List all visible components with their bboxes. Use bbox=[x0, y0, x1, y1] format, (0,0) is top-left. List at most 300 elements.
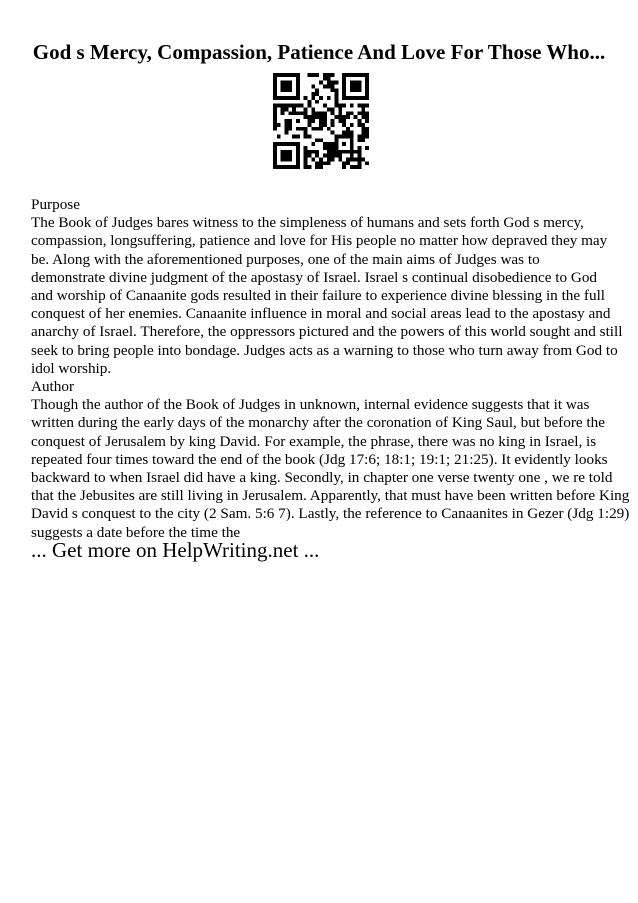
qr-module bbox=[315, 150, 319, 154]
qr-module bbox=[296, 154, 300, 158]
qr-module bbox=[361, 123, 365, 127]
qr-module bbox=[350, 96, 354, 100]
qr-module bbox=[323, 142, 327, 146]
qr-module bbox=[365, 111, 369, 115]
qr-module bbox=[315, 127, 319, 131]
qr-module bbox=[350, 165, 354, 169]
qr-module bbox=[342, 131, 346, 135]
qr-module bbox=[311, 111, 315, 115]
qr-module bbox=[315, 100, 319, 104]
qr-module bbox=[285, 81, 289, 85]
qr-module bbox=[323, 123, 327, 127]
qr-module bbox=[311, 108, 315, 112]
qr-module bbox=[327, 154, 331, 158]
qr-module bbox=[354, 96, 358, 100]
qr-module bbox=[365, 88, 369, 92]
qr-module bbox=[346, 73, 350, 77]
qr-module bbox=[342, 85, 346, 89]
qr-module bbox=[281, 88, 285, 92]
body-line: be. Along with the aforementioned purposes, one of the main aims of Judges was to bbox=[31, 250, 540, 268]
qr-module bbox=[361, 111, 365, 115]
qr-module bbox=[315, 115, 319, 119]
qr-module bbox=[338, 104, 342, 108]
qr-module bbox=[311, 119, 315, 123]
qr-module bbox=[327, 146, 331, 150]
qr-module bbox=[323, 119, 327, 123]
qr-module bbox=[357, 85, 361, 89]
get-more-link[interactable]: ... Get more on HelpWriting.net ... bbox=[31, 538, 320, 562]
qr-module bbox=[273, 92, 277, 96]
qr-module bbox=[350, 154, 354, 158]
body-line: written during the early days of the monarchy after the coronation of King Saul, but before the bbox=[31, 414, 605, 432]
qr-module bbox=[288, 150, 292, 154]
qr-module bbox=[354, 81, 358, 85]
qr-module bbox=[365, 96, 369, 100]
qr-module bbox=[315, 165, 319, 169]
qr-module bbox=[273, 142, 277, 146]
qr-code-icon bbox=[273, 73, 369, 169]
qr-module bbox=[273, 150, 277, 154]
qr-module bbox=[334, 150, 338, 154]
qr-module bbox=[285, 157, 289, 161]
qr-module bbox=[361, 73, 365, 77]
qr-module bbox=[354, 157, 358, 161]
qr-module bbox=[334, 100, 338, 104]
qr-module bbox=[315, 154, 319, 158]
qr-module bbox=[338, 154, 342, 158]
qr-module bbox=[365, 81, 369, 85]
qr-module bbox=[319, 127, 323, 131]
qr-module bbox=[296, 165, 300, 169]
qr-module bbox=[357, 154, 361, 158]
qr-module bbox=[281, 96, 285, 100]
qr-module bbox=[354, 73, 358, 77]
qr-module bbox=[357, 165, 361, 169]
qr-module bbox=[281, 104, 285, 108]
qr-module bbox=[342, 77, 346, 81]
qr-module bbox=[346, 157, 350, 161]
qr-module bbox=[334, 146, 338, 150]
section-heading-purpose: Purpose bbox=[31, 196, 80, 213]
qr-module bbox=[331, 142, 335, 146]
qr-module bbox=[308, 73, 312, 77]
qr-module bbox=[300, 111, 304, 115]
qr-module bbox=[281, 111, 285, 115]
qr-module bbox=[342, 134, 346, 138]
qr-module bbox=[304, 127, 308, 131]
qr-module bbox=[311, 157, 315, 161]
qr-module bbox=[292, 134, 296, 138]
qr-module bbox=[327, 77, 331, 81]
qr-module bbox=[334, 88, 338, 92]
qr-module bbox=[308, 100, 312, 104]
qr-module bbox=[273, 81, 277, 85]
qr-module bbox=[365, 85, 369, 89]
qr-module bbox=[315, 161, 319, 165]
qr-module bbox=[296, 96, 300, 100]
body-line: Though the author of the Book of Judges in unknown, internal evidence suggests that it was bbox=[31, 396, 590, 414]
qr-module bbox=[296, 85, 300, 89]
qr-module bbox=[327, 161, 331, 165]
qr-module bbox=[319, 165, 323, 169]
qr-module bbox=[277, 96, 281, 100]
qr-module bbox=[273, 154, 277, 158]
qr-module bbox=[323, 85, 327, 89]
qr-module bbox=[281, 108, 285, 112]
qr-module bbox=[304, 150, 308, 154]
qr-module bbox=[334, 134, 338, 138]
qr-module bbox=[296, 111, 300, 115]
qr-module bbox=[357, 134, 361, 138]
qr-module bbox=[323, 161, 327, 165]
qr-module bbox=[361, 96, 365, 100]
qr-module bbox=[277, 142, 281, 146]
body-line: David s conquest to the city (2 Sam. 5:6 7). Lastly, the reference to Canaanites in Gezer (Jdg 1:29) bbox=[31, 505, 630, 523]
qr-module bbox=[311, 142, 315, 146]
qr-module bbox=[273, 165, 277, 169]
qr-module bbox=[296, 134, 300, 138]
qr-module bbox=[342, 81, 346, 85]
qr-module bbox=[308, 165, 312, 169]
qr-module bbox=[338, 134, 342, 138]
qr-module bbox=[288, 123, 292, 127]
qr-module bbox=[285, 123, 289, 127]
qr-module bbox=[315, 138, 319, 142]
body-line: seek to bring people into bondage. Judges acts as a warning to those who turn away from God to bbox=[31, 341, 618, 359]
qr-module bbox=[281, 150, 285, 154]
qr-module bbox=[285, 73, 289, 77]
qr-module bbox=[346, 134, 350, 138]
qr-module bbox=[319, 157, 323, 161]
qr-module bbox=[285, 127, 289, 131]
qr-module bbox=[311, 115, 315, 119]
qr-module bbox=[308, 134, 312, 138]
qr-module bbox=[334, 115, 338, 119]
qr-module bbox=[350, 81, 354, 85]
qr-module bbox=[296, 81, 300, 85]
qr-module bbox=[311, 73, 315, 77]
qr-module bbox=[342, 92, 346, 96]
body-line: idol worship. bbox=[31, 359, 112, 377]
qr-module bbox=[350, 138, 354, 142]
qr-module bbox=[342, 142, 346, 146]
qr-module bbox=[285, 96, 289, 100]
qr-module bbox=[350, 146, 354, 150]
qr-module bbox=[346, 161, 350, 165]
qr-module bbox=[323, 115, 327, 119]
qr-module bbox=[319, 119, 323, 123]
qr-module bbox=[277, 165, 281, 169]
qr-module bbox=[273, 111, 277, 115]
qr-module bbox=[365, 131, 369, 135]
qr-module bbox=[296, 146, 300, 150]
qr-module bbox=[273, 88, 277, 92]
qr-module bbox=[338, 119, 342, 123]
body-line: that the Jebusites are still living in Jerusalem. Apparently, that must have been written before King bbox=[31, 487, 630, 505]
qr-module bbox=[354, 88, 358, 92]
qr-module bbox=[311, 85, 315, 89]
qr-module bbox=[346, 127, 350, 131]
qr-module bbox=[357, 123, 361, 127]
qr-module bbox=[342, 150, 346, 154]
qr-module bbox=[296, 104, 300, 108]
qr-module bbox=[354, 165, 358, 169]
qr-module bbox=[357, 96, 361, 100]
qr-module bbox=[308, 123, 312, 127]
qr-module bbox=[357, 73, 361, 77]
qr-module bbox=[338, 111, 342, 115]
qr-module bbox=[273, 108, 277, 112]
body-line: The Book of Judges bares witness to the simpleness of humans and sets forth God s mercy, bbox=[31, 214, 584, 232]
qr-module bbox=[323, 104, 327, 108]
qr-module bbox=[285, 88, 289, 92]
qr-module bbox=[292, 108, 296, 112]
qr-module bbox=[323, 146, 327, 150]
qr-module bbox=[304, 157, 308, 161]
qr-module bbox=[357, 104, 361, 108]
qr-module bbox=[334, 92, 338, 96]
qr-module bbox=[342, 88, 346, 92]
qr-module bbox=[357, 138, 361, 142]
qr-module bbox=[338, 150, 342, 154]
qr-module bbox=[331, 85, 335, 89]
qr-module bbox=[285, 131, 289, 135]
qr-module bbox=[342, 161, 346, 165]
qr-module bbox=[281, 81, 285, 85]
qr-module bbox=[327, 96, 331, 100]
qr-module bbox=[323, 73, 327, 77]
qr-module bbox=[327, 157, 331, 161]
qr-module bbox=[365, 104, 369, 108]
qr-module bbox=[361, 108, 365, 112]
qr-module bbox=[315, 73, 319, 77]
qr-module bbox=[331, 81, 335, 85]
body-line: suggests a date before the time the bbox=[31, 523, 241, 541]
qr-module bbox=[342, 123, 346, 127]
qr-module bbox=[304, 134, 308, 138]
qr-module bbox=[365, 92, 369, 96]
qr-module bbox=[311, 92, 315, 96]
qr-module bbox=[350, 150, 354, 154]
qr-module bbox=[350, 73, 354, 77]
qr-module bbox=[296, 157, 300, 161]
qr-module bbox=[346, 96, 350, 100]
qr-module bbox=[281, 154, 285, 158]
qr-module bbox=[338, 157, 342, 161]
qr-module bbox=[288, 157, 292, 161]
qr-module bbox=[357, 146, 361, 150]
qr-module bbox=[319, 111, 323, 115]
qr-module bbox=[346, 150, 350, 154]
qr-module bbox=[342, 96, 346, 100]
qr-module bbox=[273, 146, 277, 150]
qr-module bbox=[296, 127, 300, 131]
qr-module bbox=[292, 96, 296, 100]
qr-module bbox=[308, 150, 312, 154]
qr-module bbox=[304, 146, 308, 150]
body-line: demonstrate divine judgment of the apostasy of Israel. Israel s continual disobedience to God bbox=[31, 268, 598, 286]
qr-module bbox=[296, 73, 300, 77]
qr-module bbox=[327, 108, 331, 112]
qr-module bbox=[273, 85, 277, 89]
qr-module bbox=[285, 142, 289, 146]
qr-module bbox=[273, 73, 277, 77]
qr-module bbox=[288, 96, 292, 100]
qr-module bbox=[357, 119, 361, 123]
qr-module bbox=[304, 131, 308, 135]
qr-module bbox=[346, 131, 350, 135]
qr-module bbox=[311, 127, 315, 131]
qr-module bbox=[304, 161, 308, 165]
qr-module bbox=[288, 111, 292, 115]
qr-module bbox=[357, 157, 361, 161]
qr-module bbox=[308, 119, 312, 123]
qr-module bbox=[346, 111, 350, 115]
qr-module bbox=[285, 150, 289, 154]
qr-module bbox=[361, 138, 365, 142]
qr-module bbox=[361, 115, 365, 119]
qr-module bbox=[342, 165, 346, 169]
qr-module bbox=[304, 115, 308, 119]
body-line: anarchy of Israel. Therefore, the oppressors pictured and the powers of this world sought and still bbox=[31, 323, 623, 341]
qr-module bbox=[342, 73, 346, 77]
qr-module bbox=[319, 115, 323, 119]
document-title: God s Mercy, Compassion, Patience And Love For Those Who... bbox=[32, 40, 606, 64]
qr-module bbox=[296, 150, 300, 154]
qr-module bbox=[323, 111, 327, 115]
document-body bbox=[31, 196, 630, 542]
qr-module bbox=[365, 77, 369, 81]
qr-module bbox=[292, 73, 296, 77]
qr-module bbox=[311, 150, 315, 154]
qr-module bbox=[300, 127, 304, 131]
qr-module bbox=[296, 77, 300, 81]
qr-module bbox=[288, 119, 292, 123]
qr-module bbox=[331, 108, 335, 112]
qr-module bbox=[365, 127, 369, 131]
qr-module bbox=[327, 85, 331, 89]
qr-module bbox=[281, 165, 285, 169]
qr-module bbox=[334, 81, 338, 85]
qr-module bbox=[288, 85, 292, 89]
qr-module bbox=[331, 123, 335, 127]
qr-module bbox=[315, 88, 319, 92]
qr-module bbox=[365, 73, 369, 77]
qr-module bbox=[308, 115, 312, 119]
section-heading-author: Author bbox=[31, 378, 75, 396]
qr-module bbox=[285, 154, 289, 158]
qr-module bbox=[346, 115, 350, 119]
qr-module bbox=[308, 154, 312, 158]
qr-module bbox=[361, 157, 365, 161]
qr-module bbox=[342, 104, 346, 108]
qr-module bbox=[361, 127, 365, 131]
qr-module bbox=[308, 104, 312, 108]
qr-module bbox=[273, 96, 277, 100]
qr-module bbox=[365, 115, 369, 119]
qr-module bbox=[342, 119, 346, 123]
qr-module bbox=[304, 96, 308, 100]
qr-module bbox=[342, 115, 346, 119]
qr-module bbox=[361, 131, 365, 135]
qr-module bbox=[281, 73, 285, 77]
qr-module bbox=[323, 77, 327, 81]
qr-module bbox=[277, 134, 281, 138]
qr-module bbox=[296, 119, 300, 123]
body-line: repeated four times toward the end of the book (Jdg 17:6; 18:1; 19:1; 21:25). It evidently looks bbox=[31, 450, 608, 468]
qr-module bbox=[288, 73, 292, 77]
qr-module bbox=[331, 73, 335, 77]
qr-module bbox=[273, 123, 277, 127]
qr-module bbox=[273, 104, 277, 108]
qr-module bbox=[285, 119, 289, 123]
body-line: conquest of her enemies. Canaanite influence in moral and social areas lead to the apostasy and bbox=[31, 305, 611, 323]
qr-module bbox=[338, 108, 342, 112]
qr-module bbox=[285, 165, 289, 169]
qr-module bbox=[304, 108, 308, 112]
qr-module bbox=[357, 111, 361, 115]
qr-module bbox=[357, 150, 361, 154]
qr-module bbox=[319, 81, 323, 85]
qr-module bbox=[350, 104, 354, 108]
qr-module bbox=[331, 157, 335, 161]
qr-module bbox=[319, 161, 323, 165]
qr-module bbox=[277, 73, 281, 77]
qr-module bbox=[334, 96, 338, 100]
qr-module bbox=[285, 85, 289, 89]
qr-module bbox=[354, 115, 358, 119]
qr-module bbox=[334, 104, 338, 108]
qr-module bbox=[327, 150, 331, 154]
qr-module bbox=[323, 154, 327, 158]
qr-module bbox=[331, 146, 335, 150]
qr-module bbox=[273, 77, 277, 81]
qr-module bbox=[334, 142, 338, 146]
qr-module bbox=[357, 161, 361, 165]
qr-module bbox=[277, 123, 281, 127]
qr-module bbox=[281, 85, 285, 89]
qr-module bbox=[288, 154, 292, 158]
qr-module bbox=[365, 146, 369, 150]
qr-module bbox=[350, 123, 354, 127]
qr-module bbox=[288, 88, 292, 92]
qr-module bbox=[288, 127, 292, 131]
qr-module bbox=[319, 96, 323, 100]
qr-module bbox=[296, 142, 300, 146]
qr-module bbox=[361, 104, 365, 108]
qr-module bbox=[327, 81, 331, 85]
qr-module bbox=[334, 138, 338, 142]
qr-module bbox=[281, 157, 285, 161]
qr-module bbox=[365, 161, 369, 165]
qr-module bbox=[292, 104, 296, 108]
qr-module bbox=[304, 154, 308, 158]
qr-module bbox=[354, 85, 358, 89]
qr-module bbox=[292, 165, 296, 169]
qr-module bbox=[357, 81, 361, 85]
qr-module bbox=[331, 119, 335, 123]
qr-module bbox=[288, 104, 292, 108]
qr-module bbox=[296, 88, 300, 92]
qr-module bbox=[281, 142, 285, 146]
qr-module bbox=[304, 111, 308, 115]
qr-module bbox=[300, 104, 304, 108]
qr-module bbox=[319, 123, 323, 127]
qr-module bbox=[273, 115, 277, 119]
qr-module bbox=[331, 111, 335, 115]
body-line: backward to when Israel did have a king. Secondly, in chapter one verse twenty one , we re told bbox=[31, 469, 613, 487]
qr-module bbox=[315, 92, 319, 96]
